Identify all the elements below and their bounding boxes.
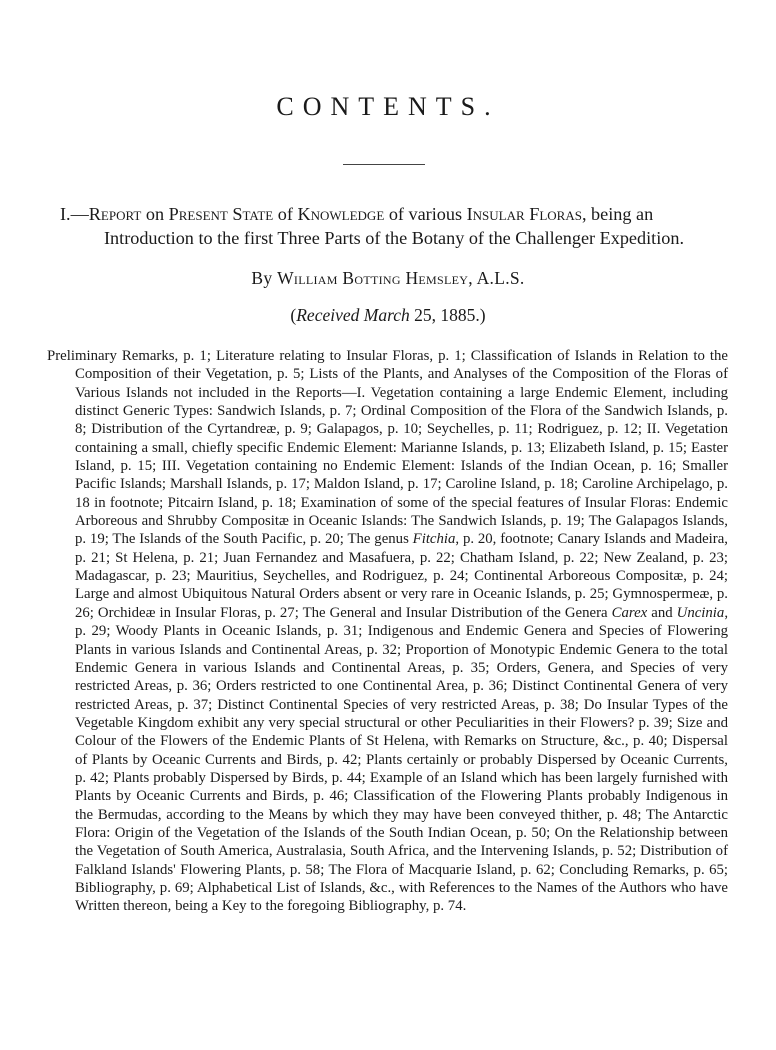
author-credentials: , A.L.S. — [468, 268, 525, 288]
received-date-value: 25, 1885.) — [409, 305, 486, 325]
report-of-various: of various — [388, 204, 463, 224]
contents-genus-fitchia: Fitchia — [412, 531, 456, 548]
author-by: By — [251, 268, 273, 288]
title-divider — [343, 164, 425, 165]
contents-genus-uncinia: Uncinia — [676, 604, 725, 621]
contents-part-4: , p. 29; Woody Plants in Oceanic Islands, p. 31; Indigenous and Endemic Genera and Species of Flowering Plants in various Islands and Continental Areas, p. 32; Proportion of Monotypic Endemic Genera to the total Endemic Genera in various Islands and Continental Areas, p. 35; Orders, Genera, and Species of very restricted Areas, p. 36; Orders restricted to one Continental Area, p. 36; Distinct Continental Genera of very restricted Areas, p. 37; Distinct Continental Species of very restricted Areas, p. 38; Do Insular Types of the Vegetable Kingdom exhibit any very special structural or other Peculiarities in their Flowers? p. 39; Size and Colour of the Flowers of the Endemic Plants of St Helena, with Remarks on Structure, &c., p. 40; Dispersal of Plants by Oceanic Currents and Birds, p. 42; Plants certainly or probably Dispersed by Oceanic Currents, p. 42; Plants probably Dispersed by Birds, p. 44; Example of an Island which has been largely furnished with Plants by Oceanic Currents and Birds, p. 46; Classification of the Flowering Plants probably Indigenous in the Bermudas, according to the Means by which they may have been conveyed thither, p. 48; The Antarctic Flora: Origin of the Vegetation of the Islands of the South Indian Ocean, p. 50; On the Relationship between the Vegetation of South America, Australasia, South Africa, and the Intervening Islands, p. 52; Distribution of Falkland Islands' Flowering Plants, p. 58; The Flora of Macquarie Island, p. 62; Concluding Remarks, p. 65; Bibliography, p. 69; Alphabetical List of Islands, &c., with References to the Names of the Authors who have Written thereon, being a Key to the foregoing Bibliography, p. 74. — [75, 604, 729, 915]
contents-paragraph — [47, 347, 728, 916]
report-number: I.— — [60, 204, 89, 224]
report-present-state: Present State — [168, 204, 274, 224]
report-subtitle: Introduction to the first Three Parts of the Botany of the Challenger Expedition. — [103, 228, 684, 248]
contents-part-1: Preliminary Remarks, p. 1; Literature relating to Insular Floras, p. 1; Classification of Islands in Relation to the Composition of their Vegetation, p. 5; Lists of the Plants, and Analyses of the Composition of the Floras of Various Islands not included in the Reports—I. Vegetation containing a large Endemic Element, including distinct Generic Types: Sandwich Islands, p. 7; Ordinal Composition of the Flora of the Sandwich Islands, p. 8; Distribution of the Cyrtandreæ, p. 9; Galapagos, p. 10; Seychelles, p. 11; Rodriguez, p. 12; II. Vegetation containing a small, chiefly specific Endemic Element: Marianne Islands, p. 13; Elizabeth Island, p. 15; Easter Island, p. 15; III. Vegetation containing no Endemic Element: Islands of the Indian Ocean, p. 16; Smaller Pacific Islands; Marshall Islands, p. 17; Maldon Island, p. 17; Caroline Island, p. 18; Caroline Archipelago, p. 18 in footnote; Pitcairn Island, p. 18; Examination of some of the special features of Insular Floras: Endemic Arboreous and Shrubby Compositæ in Oceanic Islands: The Sandwich Islands, p. 19; The Galapagos Islands, p. 19; The Islands of the South Pacific, p. 20; The genus — [47, 348, 728, 548]
author-line — [0, 268, 776, 289]
contents-genus-carex: Carex — [611, 604, 648, 621]
report-heading — [60, 202, 728, 250]
report-word: Report — [88, 204, 142, 224]
received-label: Received March — [296, 305, 410, 325]
author-name: William Botting Hemsley — [277, 268, 469, 288]
report-knowledge: Knowledge — [297, 204, 385, 224]
report-insular-floras: Insular Floras, — [466, 204, 587, 224]
report-on: on — [145, 204, 165, 224]
received-date — [0, 305, 776, 326]
report-being-an: being an — [591, 204, 654, 224]
page-title: CONTENTS. — [276, 92, 500, 121]
contents-part-2: , p. 20, footnote; Canary Islands and Madeira, p. 21; St Helena, p. 21; Juan Fernandez and Masafuera, p. 22; Chatham Island, p. 22; New Zealand, p. 23; Madagascar, p. 23; Mauritius, Seychelles, and Rodriguez, p. 24; Continental Arboreous Compositæ, p. 24; Large and almost Ubiquitous Natural Orders absent or very rare in Oceanic Islands, p. 25; Gymnospermeæ, p. 26; Orchideæ in Insular Floras, p. 27; The General and Insular Distribution of the Genera — [75, 531, 728, 621]
report-of: of — [277, 204, 293, 224]
contents-part-3: and — [647, 604, 677, 621]
received-open: ( — [290, 305, 297, 325]
